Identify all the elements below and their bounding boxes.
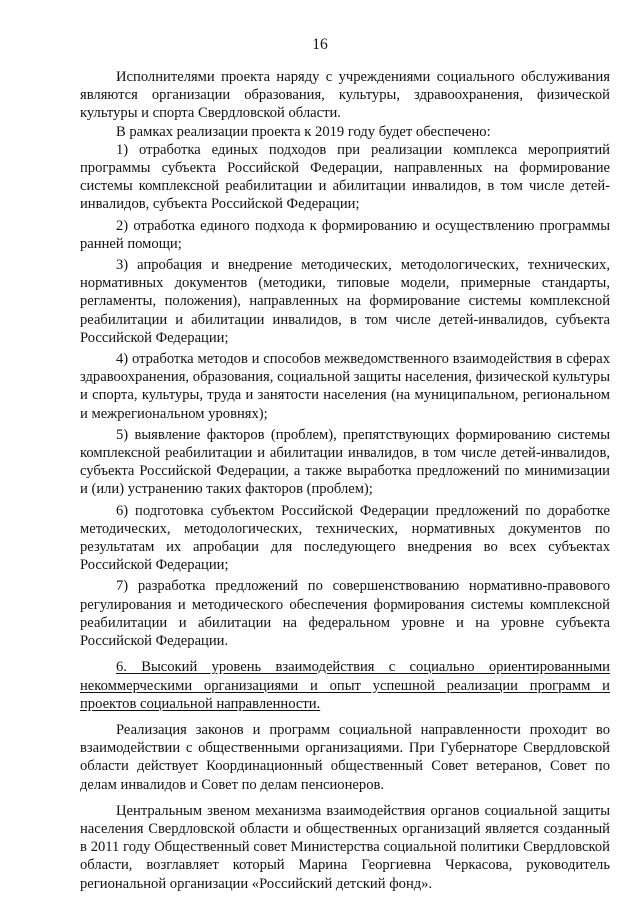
list-item-1: 1) отработка единых подходов при реализации комплекса мероприятий программы субъекта Российской Федерации, направленных на формирование системы комплексной реабилитации и абилитации инвалидов, в том числе детей-инвалидов, субъекта Российской Федерации; xyxy=(80,141,610,213)
section-heading: 6. Высокий уровень взаимодействия с социально ориентированными некоммерческими организациями и опыт успешной реализации программ и проектов социальной направленности. xyxy=(80,659,610,712)
section-paragraph-laws: Реализация законов и программ социальной направленности проходит во взаимодействии с общественными организациями. При Губернаторе Свердловской области действует Координационный общественный Совет ветеранов, Совет по делам инвалидов и Совет по делам пенсионеров. xyxy=(80,721,610,793)
paragraph-executors: Исполнителями проекта наряду с учреждениями социального обслуживания являются организации образования, культуры, здравоохранения, физической культуры и спорта Свердловской области. xyxy=(80,69,610,122)
list-item-6: 6) подготовка субъектом Российской Федерации предложений по доработке методических, методологических, технических, нормативных документов по результатам их апробации для последующего внедрения во всех субъектах Российской Федерации; xyxy=(80,502,610,574)
list-item-3: 3) апробация и внедрение методических, методологических, технических, нормативных документов (методики, типовые модели, примерные стандарты, регламенты, положения), направленных на формирование системы комплексной реабилитации и абилитации инвалидов, в том числе детей-инвалидов, субъекта Российской Федерации; xyxy=(80,257,610,346)
list-item-4: 4) отработка методов и способов межведомственного взаимодействия в сферах здравоохранения, образования, социальной защиты населения, физической культуры и спорта, культуры, труда и занятости населения (на муниципальном, региональном и межрегиональном уровнях); xyxy=(80,351,610,422)
document-body xyxy=(80,68,610,893)
list-item-7: 7) разработка предложений по совершенствованию нормативно-правового регулирования и методического обеспечения формирования системы комплексной реабилитации и абилитации на федеральном уровне и на уровне субъекта Российской Федерации. xyxy=(80,578,610,650)
section-paragraph-public-council: Центральным звеном механизма взаимодействия органов социальной защиты населения Свердловской области и общественных организаций является созданный в 2011 году Общественный совет Министерства социальной политики Свердловской области, возглавляет который Марина Георгиевна Черкасова, руководитель региональной организации «Российский детский фонд». xyxy=(80,802,610,892)
page-number: 16 xyxy=(312,36,328,53)
list-item-2: 2) отработка единого подхода к формированию и осуществлению программы ранней помощи; xyxy=(80,217,610,252)
list-item-5: 5) выявление факторов (проблем), препятствующих формированию системы комплексной реабилитации и абилитации инвалидов, в том числе детей-инвалидов, субъекта Российской Федерации, а также выработка предложений по минимизации и (или) устранению таких факторов (проблем); xyxy=(80,426,610,498)
paragraph-intro-list: В рамках реализации проекта к 2019 году будет обеспечено: xyxy=(116,123,491,140)
